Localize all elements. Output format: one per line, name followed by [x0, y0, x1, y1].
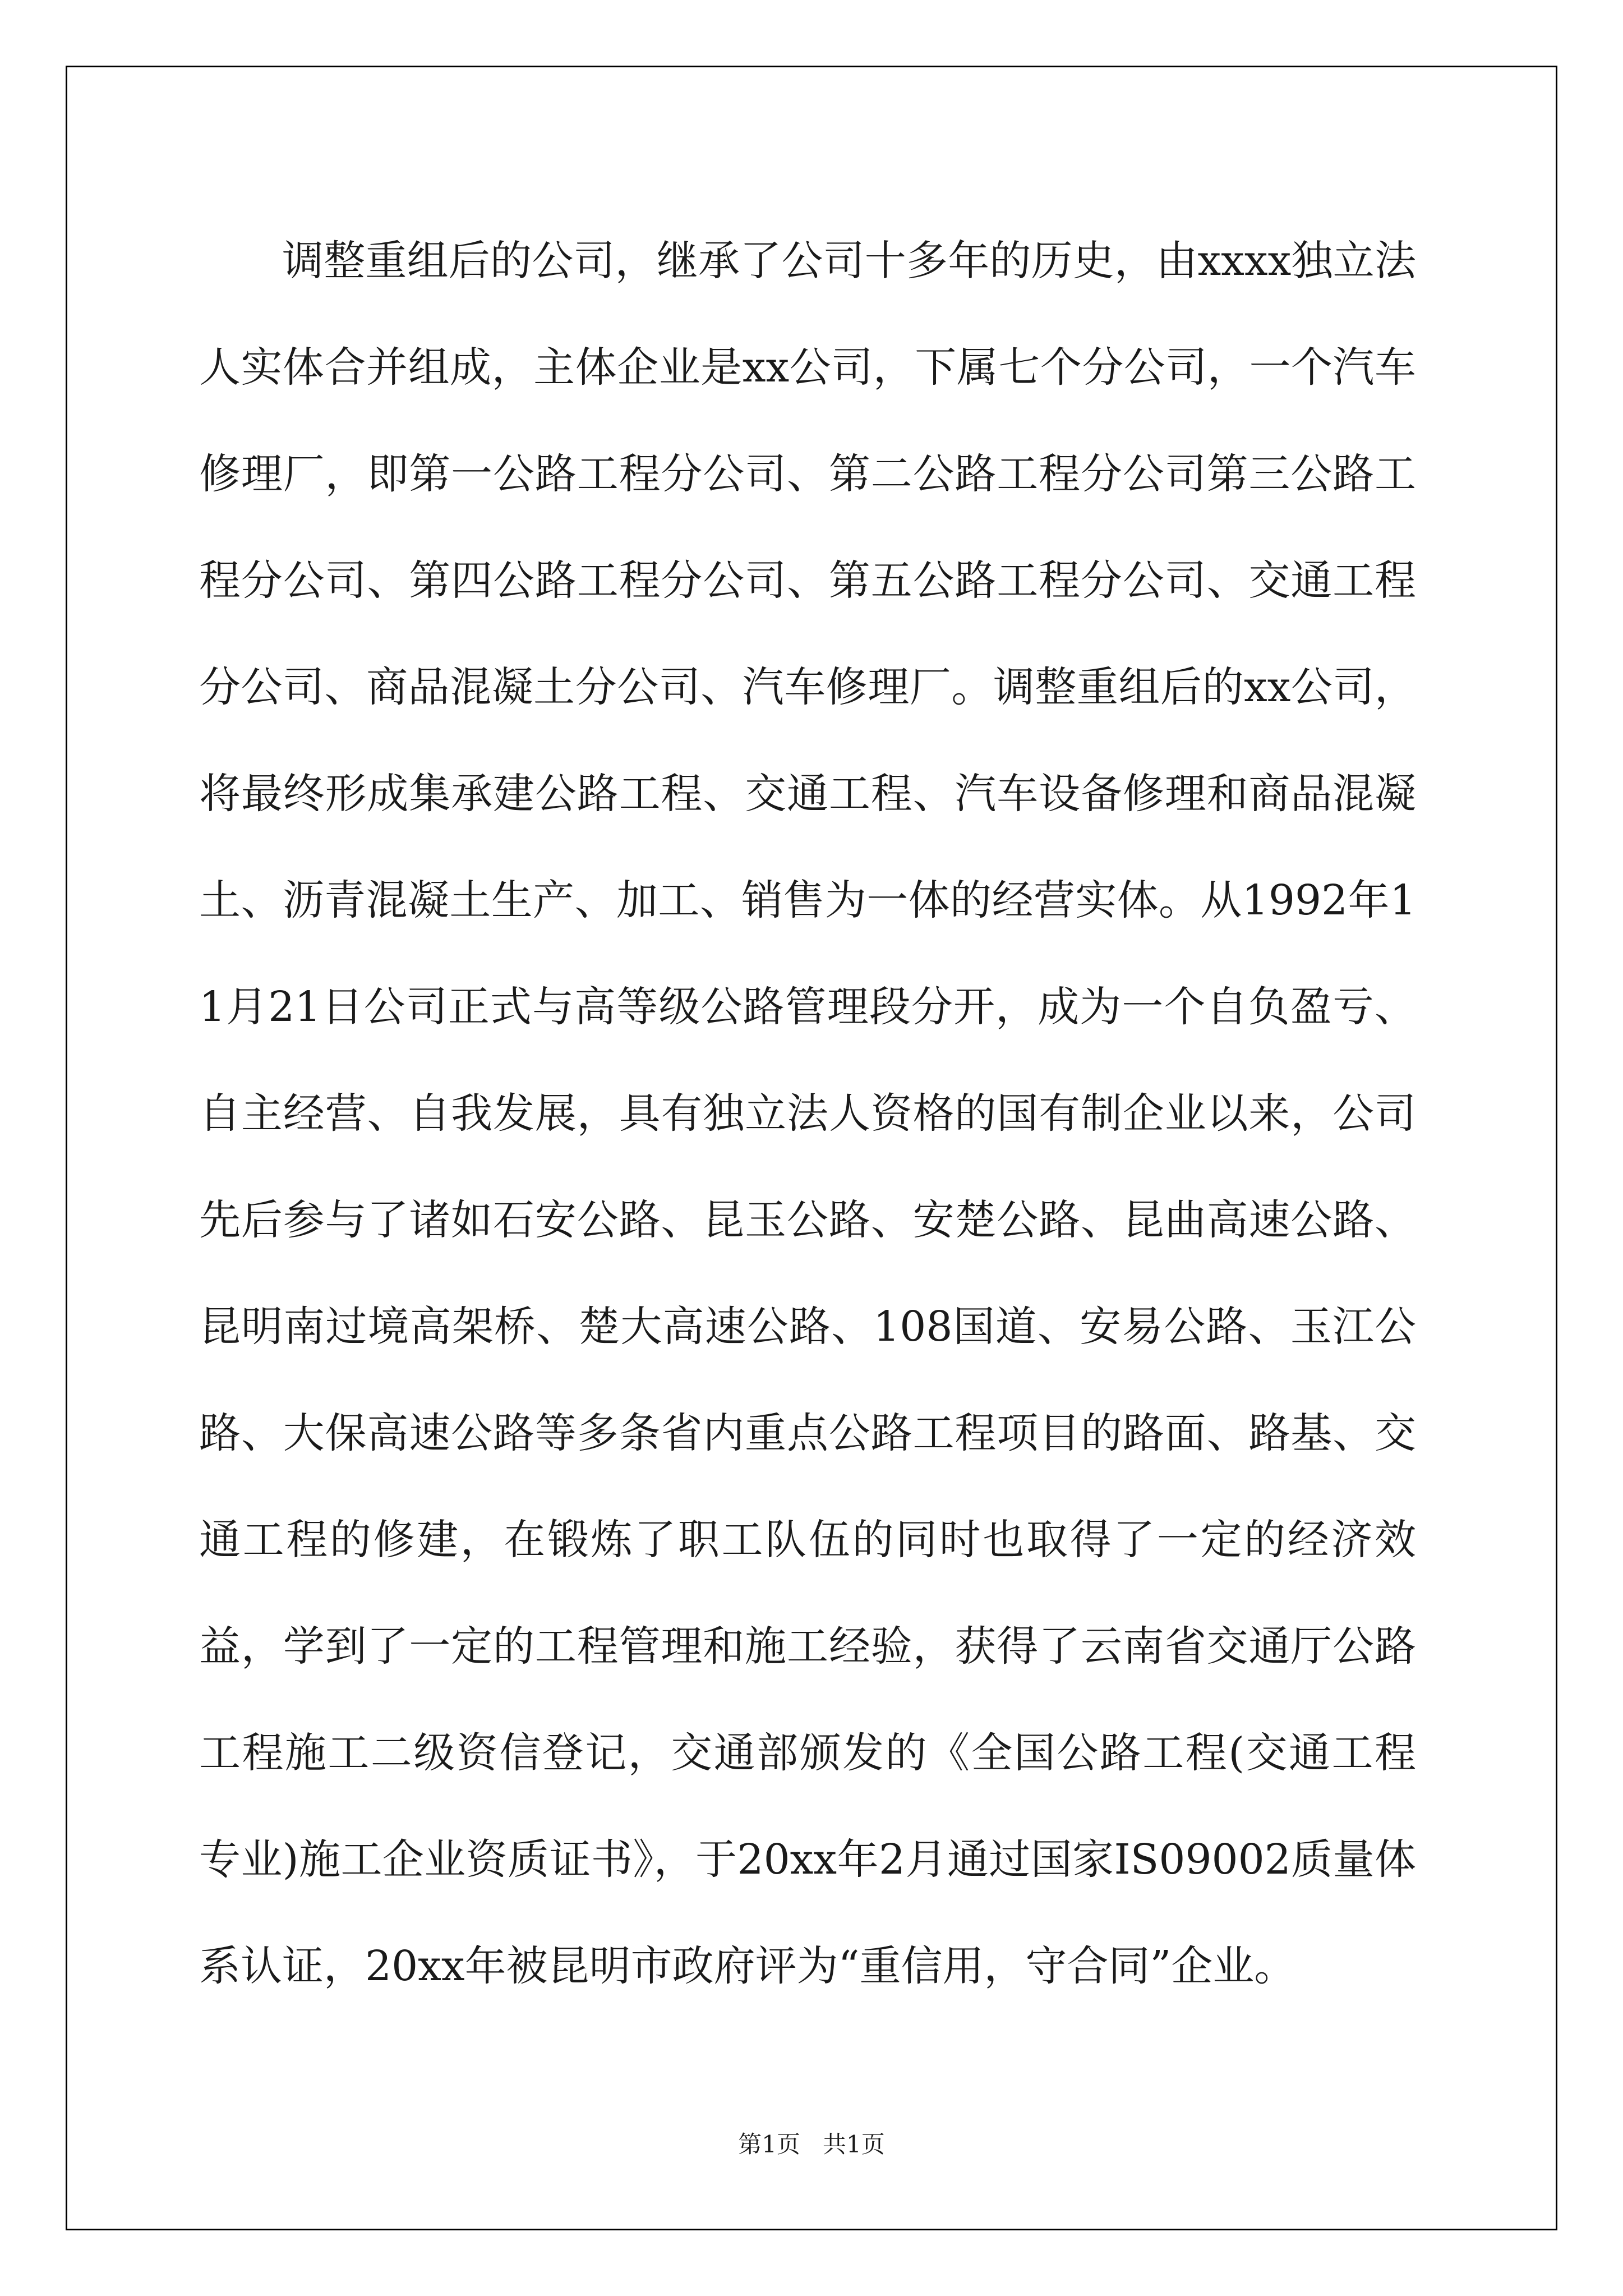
- page-number-footer: 第1页 共1页: [738, 2131, 885, 2158]
- body-paragraph: 调整重组后的公司，继承了公司十多年的历史，由xxxx独立法人实体合并组成，主体企业是xx公司，下属七个分公司，一个汽车修理厂，即第一公路工程分公司、第二公路工程分公司第三公路工程分公司、第四公路工程分公司、第五公路工程分公司、交通工程分公司、商品混凝土分公司、汽车修理厂。调整重组后的xx公司，将最终形成集承建公路工程、交通工程、汽车设备修理和商品混凝土、沥青混凝土生产、加工、销售为一体的经营实体。从1992年11月21日公司正式与高等级公路管理段分开，成为一个自负盈亏、自主经营、自我发展，具有独立法人资格的国有制企业以来，公司先后参与了诸如石安公路、昆玉公路、安楚公路、昆曲高速公路、昆明南过境高架桥、楚大高速公路、108国道、安易公路、玉江公路、大保高速公路等多条省内重点公路工程项目的路面、路基、交通工程的修建，在锻炼了职工队伍的同时也取得了一定的经济效益，学到了一定的工程管理和施工经验，获得了云南省交通厅公路工程施工二级资信登记，交通部颁发的《全国公路工程(交通工程专业)施工企业资质证书》，于20xx年2月通过国家IS09002质量体系认证，20xx年被昆明市政府评为“重信用，守合同”企业。: [199, 237, 1416, 1990]
